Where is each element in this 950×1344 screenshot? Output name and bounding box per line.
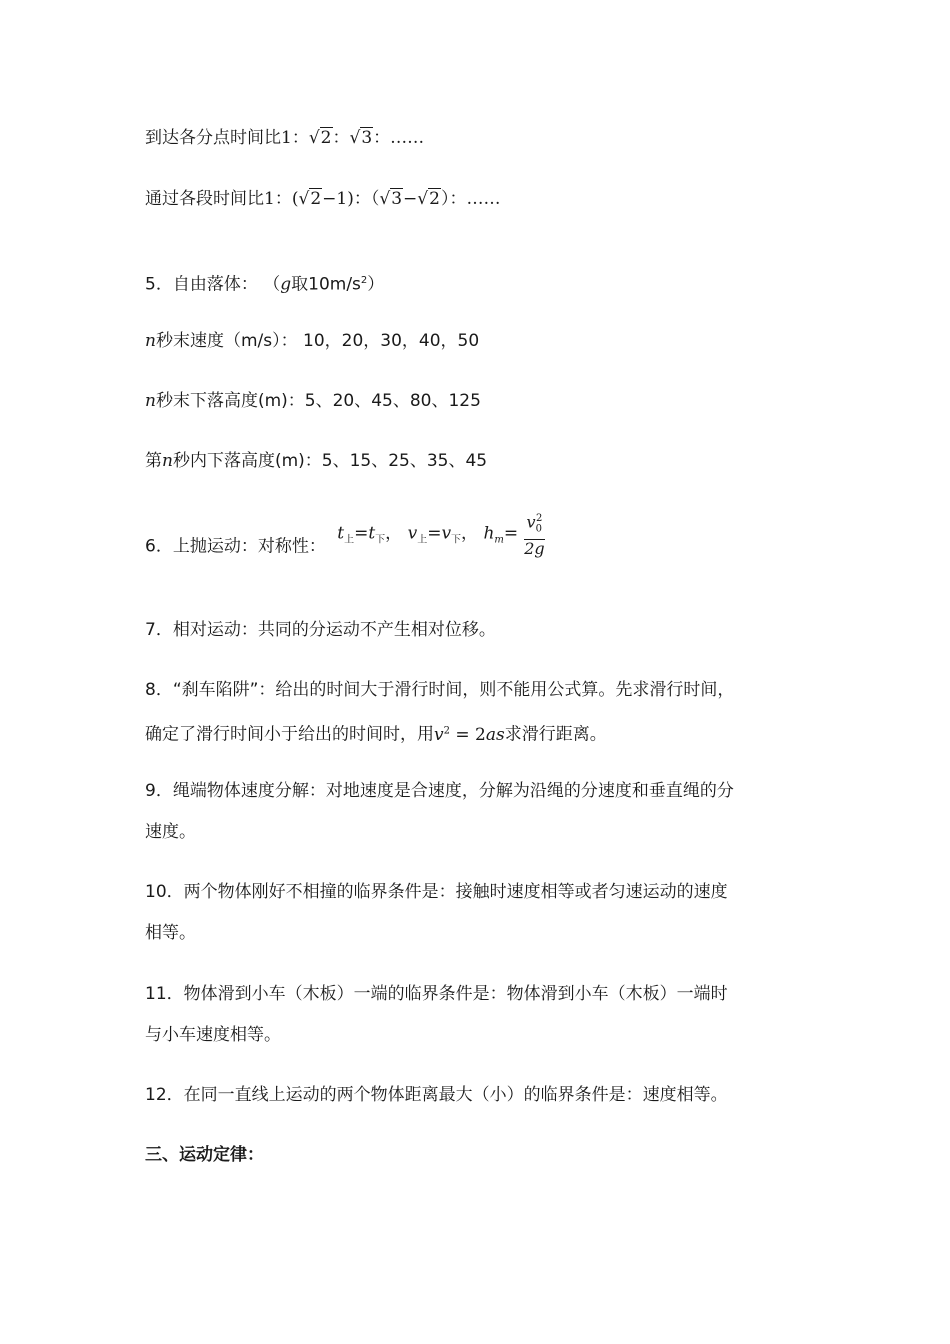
section-slide-to-end: 11．物体滑到小车（木板）一端的临界条件是：物体滑到小车（木板）一端时 bbox=[145, 984, 728, 1004]
section-no-collision: 10．两个物体刚好不相撞的临界条件是：接触时速度相等或者匀速运动的速度 bbox=[145, 882, 728, 902]
line-no-collision-cont: 相等。 bbox=[145, 923, 196, 943]
formula-v2-2as: $v^2 = 2as$ bbox=[434, 724, 505, 745]
line-slide-to-end-cont: 与小车速度相等。 bbox=[145, 1025, 281, 1045]
segment-ratio-formula: 1：(√2−1)：（√3−√2）：…… bbox=[264, 189, 501, 209]
section-relative-motion: 7．相对运动：共同的分运动不产生相对位移。 bbox=[145, 620, 496, 640]
line-segment-time-ratio: 通过各段时间比1：(√2−1)：（√3−√2）：…… bbox=[145, 189, 501, 209]
ratio-formula: 1：√2：√3：…… bbox=[281, 128, 425, 148]
section-brake-trap: 8．“刹车陷阱”：给出的时间大于滑行时间，则不能用公式算。先求滑行时间， bbox=[145, 680, 735, 700]
line-velocity-n-seconds: n秒末速度（m/s）： 10，20，30，40，50 bbox=[145, 331, 480, 351]
line-arrival-time-ratio: 到达各分点时间比1：√2：√3：…… bbox=[145, 128, 425, 148]
line-brake-trap-cont: 确定了滑行时间小于给出的时间时，用$v^2 = 2as$求滑行距离。 bbox=[145, 724, 607, 745]
line-height-in-nth-second: 第n秒内下落高度(m)：5、15、25、35、45 bbox=[145, 451, 488, 471]
section-rope-velocity: 9．绳端物体速度分解：对地速度是合速度，分解为沿绳的分速度和垂直绳的分 bbox=[145, 781, 734, 801]
heading-laws-of-motion: 三、运动定律： bbox=[145, 1145, 264, 1165]
section-free-fall: 5．自由落体： （g取$10m/s^2$） bbox=[145, 274, 385, 295]
section-upward-throw: 6．上抛运动：对称性： $t_上=t_下$， $v_上=v_下$， $h_m=$ $\frac{v_0^2}{2g}$ bbox=[145, 510, 545, 560]
symmetry-formula: $t_上=t_下$， $v_上=v_下$， $h_m=$ $\frac{v_0^2}{2g}$ bbox=[337, 510, 545, 563]
fraction-max-height: $\frac{v_0^2}{2g}$ bbox=[524, 510, 546, 558]
section-max-distance: 12．在同一直线上运动的两个物体距离最大（小）的临界条件是：速度相等。 bbox=[145, 1085, 728, 1105]
line-rope-velocity-cont: 速度。 bbox=[145, 822, 196, 842]
line-height-n-seconds: n秒末下落高度(m)：5、20、45、80、125 bbox=[145, 391, 481, 411]
